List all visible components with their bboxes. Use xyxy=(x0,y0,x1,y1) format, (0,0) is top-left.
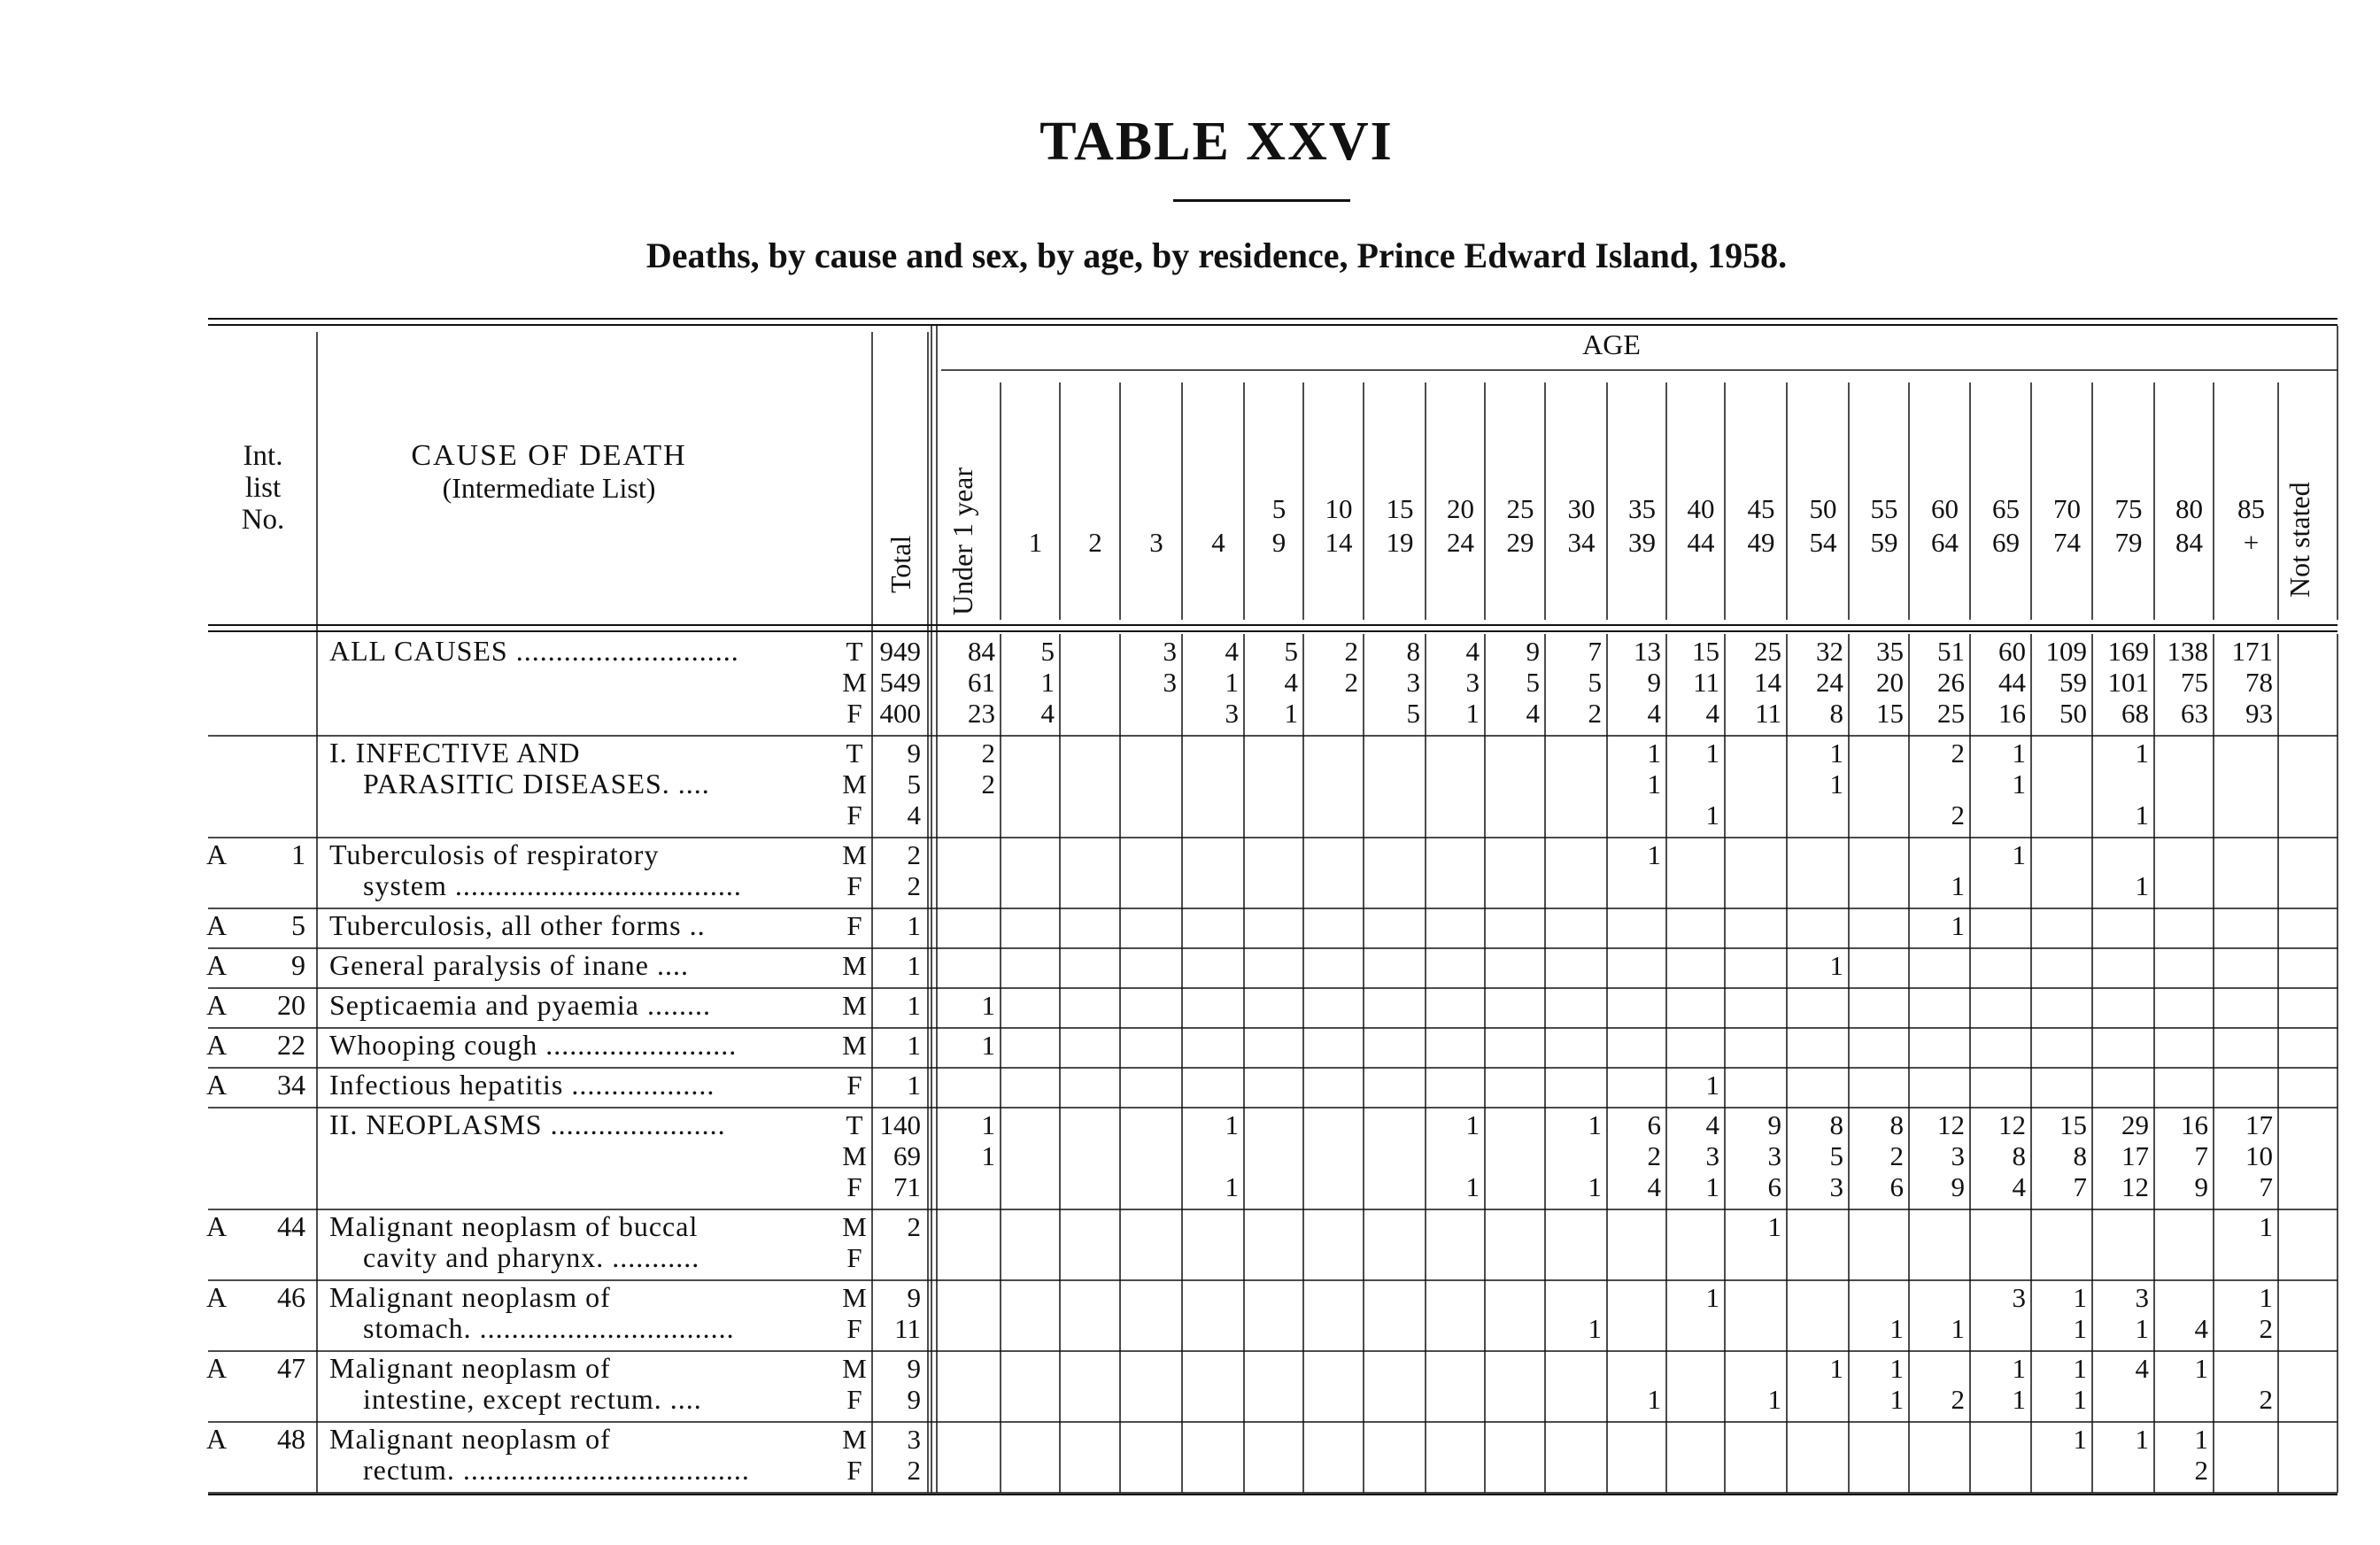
age-value: 1 xyxy=(1951,910,1965,941)
age-value: 4 xyxy=(1526,698,1540,729)
int-list-prefix: A xyxy=(206,989,228,1021)
cause-label: stomach. ................................ xyxy=(363,1312,735,1344)
total-value: 11 xyxy=(894,1313,921,1344)
cause-label: Tuberculosis of respiratory xyxy=(329,838,660,870)
age-value: 17 xyxy=(2245,1109,2273,1140)
age-value: 2 xyxy=(981,769,995,800)
age-group-header: 59 xyxy=(1870,527,1898,558)
sex-code: F xyxy=(846,1070,862,1101)
total-value: 1 xyxy=(907,1030,921,1061)
table-title: TABLE XXVI xyxy=(1039,112,1394,172)
age-value: 68 xyxy=(2121,698,2149,729)
cause-label: Whooping cough ........................ xyxy=(329,1029,738,1061)
age-value: 78 xyxy=(2245,667,2273,698)
total-value: 4 xyxy=(907,800,921,830)
int-list-number: 46 xyxy=(277,1281,305,1313)
total-value: 9 xyxy=(907,1384,921,1415)
age-group-header: 3 xyxy=(1149,527,1163,558)
cause-subheader: (Intermediate List) xyxy=(442,472,656,504)
age-value: 1 xyxy=(2135,738,2149,769)
age-value: 5 xyxy=(1284,636,1298,667)
age-value: 2 xyxy=(1951,738,1965,769)
age-value: 1 xyxy=(1767,1211,1781,1242)
age-value: 1 xyxy=(2012,839,2026,870)
age-value: 6 xyxy=(1647,1109,1661,1140)
int-list-prefix: A xyxy=(206,909,228,941)
age-value: 8 xyxy=(1889,1109,1904,1140)
cause-label: Septicaemia and pyaemia ........ xyxy=(329,989,711,1021)
age-value: 1 xyxy=(2194,1353,2208,1384)
age-value: 3 xyxy=(1951,1140,1965,1171)
total-value: 1 xyxy=(907,950,921,981)
age-value: 1 xyxy=(1588,1313,1602,1344)
age-value: 1 xyxy=(1647,839,1661,870)
age-value: 17 xyxy=(2121,1140,2149,1171)
age-group-header: 70 xyxy=(2053,493,2081,524)
age-value: 1 xyxy=(2073,1282,2087,1313)
age-group-header: 24 xyxy=(1447,527,1474,558)
int-list-number: 44 xyxy=(277,1210,305,1242)
age-value: 1 xyxy=(2135,800,2149,830)
sex-code: T xyxy=(846,738,863,769)
int-list-prefix: A xyxy=(206,1029,228,1061)
age-value: 1 xyxy=(2012,1384,2026,1415)
age-group-header: 80 xyxy=(2175,493,2203,524)
age-group-header: 65 xyxy=(1992,493,2020,524)
int-list-prefix: A xyxy=(206,1281,228,1313)
age-value: 1 xyxy=(1767,1384,1781,1415)
sex-code: T xyxy=(846,636,863,667)
age-value: 8 xyxy=(2012,1140,2026,1171)
int-list-prefix: A xyxy=(206,1423,228,1455)
cause-label: system .................................... xyxy=(363,869,742,901)
age-value: 7 xyxy=(2073,1171,2087,1202)
age-value: 9 xyxy=(1767,1109,1781,1140)
age-group-header: 64 xyxy=(1931,527,1959,558)
sex-code: F xyxy=(846,1313,862,1344)
age-group-header: 9 xyxy=(1271,527,1287,558)
age-value: 2 xyxy=(2259,1384,2273,1415)
sex-code: F xyxy=(846,910,862,941)
cause-label: Malignant neoplasm of xyxy=(329,1281,611,1313)
age-group-header: 5 xyxy=(1271,493,1287,524)
age-group-header: 49 xyxy=(1747,527,1775,558)
age-value: 1 xyxy=(981,1109,995,1140)
age-value: 3 xyxy=(1163,667,1177,698)
age-value: 7 xyxy=(1588,636,1602,667)
age-value: 5 xyxy=(1588,667,1602,698)
age-value: 8 xyxy=(2073,1140,2087,1171)
int-list-number: 1 xyxy=(291,838,305,870)
age-group-header: + xyxy=(2243,527,2260,558)
total-value: 9 xyxy=(907,738,921,769)
sex-code: M xyxy=(842,1424,867,1455)
age-value: 16 xyxy=(1998,698,2026,729)
age-value: 1 xyxy=(2073,1384,2087,1415)
age-value: 11 xyxy=(1755,698,1781,729)
int-list-number: 9 xyxy=(291,949,305,981)
age-value: 1 xyxy=(1465,1109,1480,1140)
age-value: 1 xyxy=(1705,1171,1719,1202)
age-value: 59 xyxy=(2059,667,2087,698)
not-stated-header: Not stated xyxy=(2283,482,2315,598)
cause-label: II. NEOPLASMS ...................... xyxy=(329,1109,726,1140)
age-value: 8 xyxy=(1829,1109,1843,1140)
age-value: 14 xyxy=(1754,667,1781,698)
age-value: 25 xyxy=(1754,636,1781,667)
age-value: 1 xyxy=(1647,769,1661,800)
age-group-header: 29 xyxy=(1506,527,1534,558)
int-list-header: list xyxy=(244,472,282,504)
cause-label: Infectious hepatitis .................. xyxy=(329,1069,715,1101)
age-value: 1 xyxy=(2012,1353,2026,1384)
age-value: 93 xyxy=(2245,698,2273,729)
age-value: 1 xyxy=(1829,1353,1843,1384)
age-value: 32 xyxy=(1816,636,1843,667)
age-group-header: 69 xyxy=(1992,527,2020,558)
age-group-header: 79 xyxy=(2114,527,2143,558)
age-value: 5 xyxy=(1829,1140,1843,1171)
age-group-header: 10 xyxy=(1325,493,1353,524)
cause-label: rectum. .................................... xyxy=(363,1454,750,1486)
age-value: 1 xyxy=(1951,1313,1965,1344)
age-value: 3 xyxy=(1465,667,1480,698)
int-list-prefix: A xyxy=(206,1069,228,1101)
age-value: 12 xyxy=(1937,1109,1965,1140)
age-value: 29 xyxy=(2121,1109,2149,1140)
table-subtitle: Deaths, by cause and sex, by age, by residence, Prince Edward Island, 1958. xyxy=(645,236,1788,275)
sex-code: M xyxy=(842,1211,867,1242)
age-value: 1 xyxy=(2194,1424,2208,1455)
age-value: 2 xyxy=(1588,698,1602,729)
age-group-header: 84 xyxy=(2175,527,2203,558)
age-group-header: 74 xyxy=(2053,527,2081,558)
age-value: 4 xyxy=(2012,1171,2026,1202)
age-value: 1 xyxy=(1951,870,1965,901)
age-group-header: 4 xyxy=(1211,527,1225,558)
age-value: 1 xyxy=(1705,800,1719,830)
total-value: 949 xyxy=(879,636,921,667)
age-value: 12 xyxy=(2121,1171,2149,1202)
age-value: 5 xyxy=(1040,636,1055,667)
age-value: 8 xyxy=(1829,698,1843,729)
age-value: 60 xyxy=(1998,636,2026,667)
age-value: 3 xyxy=(1829,1171,1843,1202)
total-value: 2 xyxy=(907,870,921,901)
age-value: 51 xyxy=(1937,636,1965,667)
age-group-header: 15 xyxy=(1386,493,1414,524)
total-value: 9 xyxy=(907,1282,921,1313)
age-value: 9 xyxy=(1951,1171,1965,1202)
age-value: 20 xyxy=(1876,667,1904,698)
cause-label: Malignant neoplasm of xyxy=(329,1352,611,1384)
age-group-header: 50 xyxy=(1809,493,1837,524)
age-group-header: 54 xyxy=(1809,527,1837,558)
age-value: 16 xyxy=(2181,1109,2208,1140)
age-value: 1 xyxy=(981,990,995,1021)
total-value: 140 xyxy=(879,1109,921,1140)
age-group-header: 19 xyxy=(1386,527,1414,558)
total-value: 2 xyxy=(907,839,921,870)
age-value: 1 xyxy=(1889,1384,1904,1415)
age-value: 1 xyxy=(1225,1171,1239,1202)
age-value: 1 xyxy=(1225,667,1239,698)
int-list-prefix: A xyxy=(206,1352,228,1384)
age-value: 3 xyxy=(1225,698,1239,729)
age-value: 1 xyxy=(2259,1211,2273,1242)
sex-code: F xyxy=(846,698,862,729)
age-value: 2 xyxy=(981,738,995,769)
age-value: 23 xyxy=(968,698,995,729)
int-list-header: No. xyxy=(241,504,285,536)
cause-label: ALL CAUSES ............................ xyxy=(329,635,739,667)
age-value: 1 xyxy=(1889,1353,1904,1384)
age-value: 5 xyxy=(1526,667,1540,698)
age-value: 1 xyxy=(1647,738,1661,769)
cause-label: cavity and pharynx. ........... xyxy=(363,1241,700,1273)
age-value: 1 xyxy=(1705,1282,1719,1313)
age-value: 1 xyxy=(2135,870,2149,901)
age-value: 63 xyxy=(2181,698,2208,729)
age-value: 11 xyxy=(1693,667,1719,698)
int-list-number: 22 xyxy=(277,1029,305,1061)
age-value: 4 xyxy=(1705,1109,1719,1140)
sex-code: M xyxy=(842,1282,867,1313)
age-value: 7 xyxy=(2194,1140,2208,1171)
age-group-header: 55 xyxy=(1870,493,1898,524)
int-list-prefix: A xyxy=(206,1210,228,1242)
cause-label: Malignant neoplasm of xyxy=(329,1423,611,1455)
age-value: 1 xyxy=(1040,667,1055,698)
age-value: 2 xyxy=(1344,667,1358,698)
total-value: 3 xyxy=(907,1424,921,1455)
cause-label: I. INFECTIVE AND xyxy=(329,737,581,769)
age-value: 15 xyxy=(2059,1109,2087,1140)
age-value: 1 xyxy=(1465,698,1480,729)
cause-label: Malignant neoplasm of buccal xyxy=(329,1210,699,1242)
age-value: 1 xyxy=(2073,1353,2087,1384)
int-list-number: 5 xyxy=(291,909,305,941)
int-list-header: Int. xyxy=(243,440,283,472)
age-value: 3 xyxy=(1406,667,1420,698)
sex-code: M xyxy=(842,1353,867,1384)
age-value: 15 xyxy=(1692,636,1719,667)
age-value: 101 xyxy=(2107,667,2149,698)
age-value: 2 xyxy=(2194,1455,2208,1486)
age-value: 12 xyxy=(1998,1109,2026,1140)
sex-code: M xyxy=(842,667,867,698)
age-value: 3 xyxy=(1767,1140,1781,1171)
age-value: 10 xyxy=(2245,1140,2273,1171)
age-group-header: 1 xyxy=(1028,527,1043,558)
cause-label: Tuberculosis, all other forms .. xyxy=(329,909,706,941)
age-value: 1 xyxy=(1647,1384,1661,1415)
age-value: 1 xyxy=(2259,1282,2273,1313)
int-list-prefix: A xyxy=(206,838,228,870)
age-group-header: 20 xyxy=(1447,493,1474,524)
cause-header: CAUSE OF DEATH xyxy=(411,439,687,472)
age-value: 109 xyxy=(2045,636,2087,667)
age-value: 1 xyxy=(2012,738,2026,769)
sex-code: F xyxy=(846,1384,862,1415)
age-group-header: 14 xyxy=(1325,527,1353,558)
age-value: 8 xyxy=(1406,636,1420,667)
age-group-header: 25 xyxy=(1506,493,1534,524)
age-value: 4 xyxy=(1225,636,1239,667)
age-group-header: 44 xyxy=(1687,527,1715,558)
age-value: 2 xyxy=(2259,1313,2273,1344)
age-value: 1 xyxy=(1225,1109,1239,1140)
sex-code: M xyxy=(842,1140,867,1171)
total-value: 1 xyxy=(907,910,921,941)
int-list-number: 20 xyxy=(277,989,305,1021)
age-group-header: 39 xyxy=(1628,527,1656,558)
age-value: 9 xyxy=(1647,667,1661,698)
sex-code: M xyxy=(842,1030,867,1061)
age-value: 1 xyxy=(2135,1424,2149,1455)
total-value: 549 xyxy=(879,667,921,698)
age-value: 2 xyxy=(1951,1384,1965,1415)
age-value: 50 xyxy=(2059,698,2087,729)
age-value: 84 xyxy=(968,636,995,667)
age-value: 6 xyxy=(1889,1171,1904,1202)
age-value: 9 xyxy=(2194,1171,2208,1202)
age-value: 169 xyxy=(2107,636,2149,667)
sex-code: M xyxy=(842,990,867,1021)
age-value: 3 xyxy=(1163,636,1177,667)
age-value: 3 xyxy=(2135,1282,2149,1313)
age-value: 1 xyxy=(2135,1313,2149,1344)
age-value: 2 xyxy=(1889,1140,1904,1171)
age-value: 3 xyxy=(1705,1140,1719,1171)
int-list-number: 34 xyxy=(277,1069,305,1101)
age-value: 1 xyxy=(1889,1313,1904,1344)
age-value: 1 xyxy=(1588,1109,1602,1140)
age-value: 26 xyxy=(1937,667,1965,698)
age-value: 9 xyxy=(1526,636,1540,667)
total-value: 1 xyxy=(907,990,921,1021)
cause-label: intestine, except rectum. .... xyxy=(363,1383,702,1415)
cause-label: PARASITIC DISEASES. .... xyxy=(363,768,710,800)
age-value: 7 xyxy=(2259,1171,2273,1202)
age-value: 1 xyxy=(1829,950,1843,981)
int-list-prefix: A xyxy=(206,949,228,981)
age-value: 1 xyxy=(2012,769,2026,800)
age-value: 138 xyxy=(2167,636,2208,667)
age-value: 13 xyxy=(1634,636,1661,667)
age-group-header: 60 xyxy=(1931,493,1959,524)
age-value: 61 xyxy=(968,667,995,698)
age-header: AGE xyxy=(1582,328,1641,360)
total-value: 9 xyxy=(907,1353,921,1384)
age-value: 15 xyxy=(1876,698,1904,729)
age-group-header: 85 xyxy=(2237,493,2265,524)
age-value: 25 xyxy=(1937,698,1965,729)
age-value: 3 xyxy=(2012,1282,2026,1313)
sex-code: F xyxy=(846,1171,862,1202)
age-value: 1 xyxy=(981,1030,995,1061)
total-value: 69 xyxy=(893,1140,921,1171)
age-value: 1 xyxy=(1829,738,1843,769)
age-value: 2 xyxy=(1647,1140,1661,1171)
total-value: 71 xyxy=(893,1171,921,1202)
age-group-header: 34 xyxy=(1567,527,1596,558)
age-value: 1 xyxy=(1829,769,1843,800)
age-value: 4 xyxy=(1465,636,1480,667)
sex-code: F xyxy=(846,870,862,901)
age-value: 1 xyxy=(1705,738,1719,769)
age-value: 24 xyxy=(1816,667,1843,698)
age-value: 5 xyxy=(1406,698,1420,729)
age-value: 2 xyxy=(1951,800,1965,830)
sex-code: F xyxy=(846,1455,862,1486)
age-value: 1 xyxy=(2073,1424,2087,1455)
age-group-header: 30 xyxy=(1567,493,1596,524)
age-value: 1 xyxy=(2073,1313,2087,1344)
under-1-year-header: Under 1 year xyxy=(947,467,978,615)
age-value: 6 xyxy=(1767,1171,1781,1202)
sex-code: M xyxy=(842,769,867,800)
sex-code: F xyxy=(846,800,862,830)
age-value: 1 xyxy=(1465,1171,1480,1202)
total-value: 2 xyxy=(907,1211,921,1242)
sex-code: M xyxy=(842,950,867,981)
total-value: 400 xyxy=(879,698,921,729)
sex-code: M xyxy=(842,839,867,870)
age-value: 4 xyxy=(1705,698,1719,729)
cause-label: General paralysis of inane .... xyxy=(329,949,689,981)
age-value: 4 xyxy=(1647,1171,1661,1202)
age-group-header: 40 xyxy=(1687,493,1715,524)
age-value: 1 xyxy=(1284,698,1298,729)
int-list-number: 48 xyxy=(277,1423,305,1455)
total-header: Total xyxy=(885,535,916,593)
age-group-header: 75 xyxy=(2114,493,2143,524)
age-group-header: 2 xyxy=(1088,527,1102,558)
age-value: 1 xyxy=(981,1140,995,1171)
total-value: 5 xyxy=(907,769,921,800)
age-value: 44 xyxy=(1998,667,2026,698)
sex-code: T xyxy=(846,1109,863,1140)
age-value: 171 xyxy=(2231,636,2273,667)
total-value: 1 xyxy=(907,1070,921,1101)
total-value: 2 xyxy=(907,1455,921,1486)
age-value: 4 xyxy=(2135,1353,2149,1384)
age-value: 4 xyxy=(2194,1313,2208,1344)
age-value: 4 xyxy=(1040,698,1055,729)
age-group-header: 35 xyxy=(1628,493,1656,524)
age-group-header: 45 xyxy=(1747,493,1775,524)
age-value: 75 xyxy=(2181,667,2208,698)
age-value: 1 xyxy=(1705,1070,1719,1101)
age-value: 4 xyxy=(1647,698,1661,729)
int-list-number: 47 xyxy=(277,1352,305,1384)
age-value: 35 xyxy=(1876,636,1904,667)
age-value: 1 xyxy=(1588,1171,1602,1202)
age-value: 2 xyxy=(1344,636,1358,667)
age-value: 4 xyxy=(1284,667,1298,698)
sex-code: F xyxy=(846,1242,862,1273)
